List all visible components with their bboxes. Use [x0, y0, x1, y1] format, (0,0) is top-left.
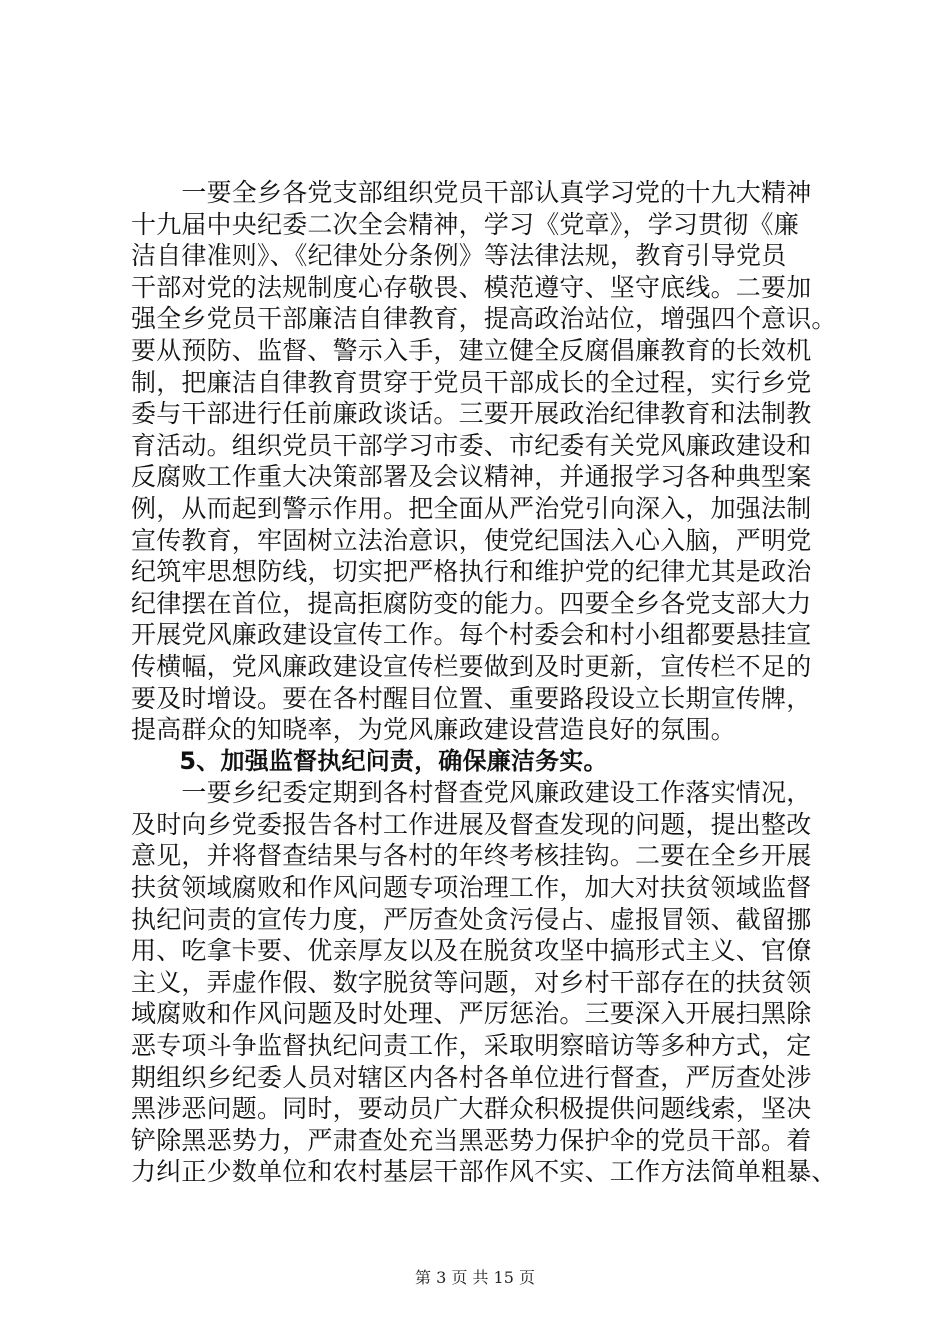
text-line: 用、吃拿卡要、优亲厚友以及在脱贫攻坚中搞形式主义、官僚 — [131, 936, 812, 966]
text-line: 恶专项斗争监督执纪问责工作，采取明察暗访等多种方式，定 — [131, 1031, 812, 1061]
text-line: 反腐败工作重大决策部署及会议精神，并通报学习各种典型案 — [131, 462, 812, 492]
text-line: 育活动。组织党员干部学习市委、市纪委有关党风廉政建设和 — [131, 430, 812, 460]
page-number-label: 第 3 页 共 15 页 — [415, 1268, 535, 1287]
text-line: 意见，并将督查结果与各村的年终考核挂钩。二要在全乡开展 — [131, 841, 812, 871]
text-line: 及时向乡党委报告各村工作进展及督查发现的问题，提出整改 — [131, 809, 812, 839]
text-line: 力纠正少数单位和农村基层干部作风不实、工作方法简单粗暴、 — [131, 1157, 837, 1187]
page-footer — [0, 1268, 950, 1288]
text-line: 纪筑牢思想防线，切实把严格执行和维护党的纪律尤其是政治 — [131, 557, 812, 587]
text-line: 铲除黑恶势力，严肃查处充当黑恶势力保护伞的党员干部。着 — [131, 1125, 812, 1155]
text-line: 委与干部进行任前廉政谈话。三要开展政治纪律教育和法制教 — [131, 399, 812, 429]
text-line: 十九届中央纪委二次全会精神，学习《党章》，学习贯彻《廉 — [131, 209, 799, 239]
text-line: 例，从而起到警示作用。把全面从严治党引向深入，加强法制 — [131, 493, 812, 523]
text-line: 传横幅，党风廉政建设宣传栏要做到及时更新，宣传栏不足的 — [131, 651, 812, 681]
text-line: 宣传教育，牢固树立法治意识，使党纪国法入心入脑，严明党 — [131, 525, 812, 555]
text-line: 执纪问责的宣传力度，严厉查处贪污侵占、虚报冒领、截留挪 — [131, 904, 812, 934]
text-line: 黑涉恶问题。同时，要动员广大群众积极提供问题线索，坚决 — [131, 1094, 812, 1124]
text-line: 要及时增设。要在各村醒目位置、重要路段设立长期宣传牌， — [131, 683, 812, 713]
text-line: 要从预防、监督、警示入手，建立健全反腐倡廉教育的长效机 — [131, 335, 812, 365]
text-line: 纪律摆在首位，提高拒腐防变的能力。四要全乡各党支部大力 — [131, 588, 812, 618]
section-heading: 5、加强监督执纪问责，确保廉洁务实。 — [131, 746, 608, 775]
text-line: 开展党风廉政建设宣传工作。每个村委会和村小组都要悬挂宣 — [131, 620, 812, 650]
body-text — [131, 177, 841, 1188]
text-line: 制，把廉洁自律教育贯穿于党员干部成长的全过程，实行乡党 — [131, 367, 812, 397]
text-line: 提高群众的知晓率，为党风廉政建设营造良好的氛围。 — [131, 715, 736, 745]
text-line: 域腐败和作风问题及时处理、严厉惩治。三要深入开展扫黑除 — [131, 999, 812, 1029]
text-line: 扶贫领域腐败和作风问题专项治理工作，加大对扶贫领域监督 — [131, 873, 812, 903]
text-line: 主义，弄虚作假、数字脱贫等问题，对乡村干部存在的扶贫领 — [131, 967, 812, 997]
text-line: 一要全乡各党支部组织党员干部认真学习党的十九大精神 — [131, 178, 812, 207]
text-line: 期组织乡纪委人员对辖区内各村各单位进行督查，严厉查处涉 — [131, 1062, 812, 1092]
text-line: 洁自律准则》、《纪律处分条例》等法律法规，教育引导党员 — [131, 241, 787, 271]
text-line: 强全乡党员干部廉洁自律教育，提高政治站位，增强四个意识。 — [131, 304, 837, 334]
text-line: 干部对党的法规制度心存敬畏、模范遵守、坚守底线。二要加 — [131, 272, 812, 302]
text-line: 一要乡纪委定期到各村督查党风廉政建设工作落实情况， — [131, 778, 812, 808]
